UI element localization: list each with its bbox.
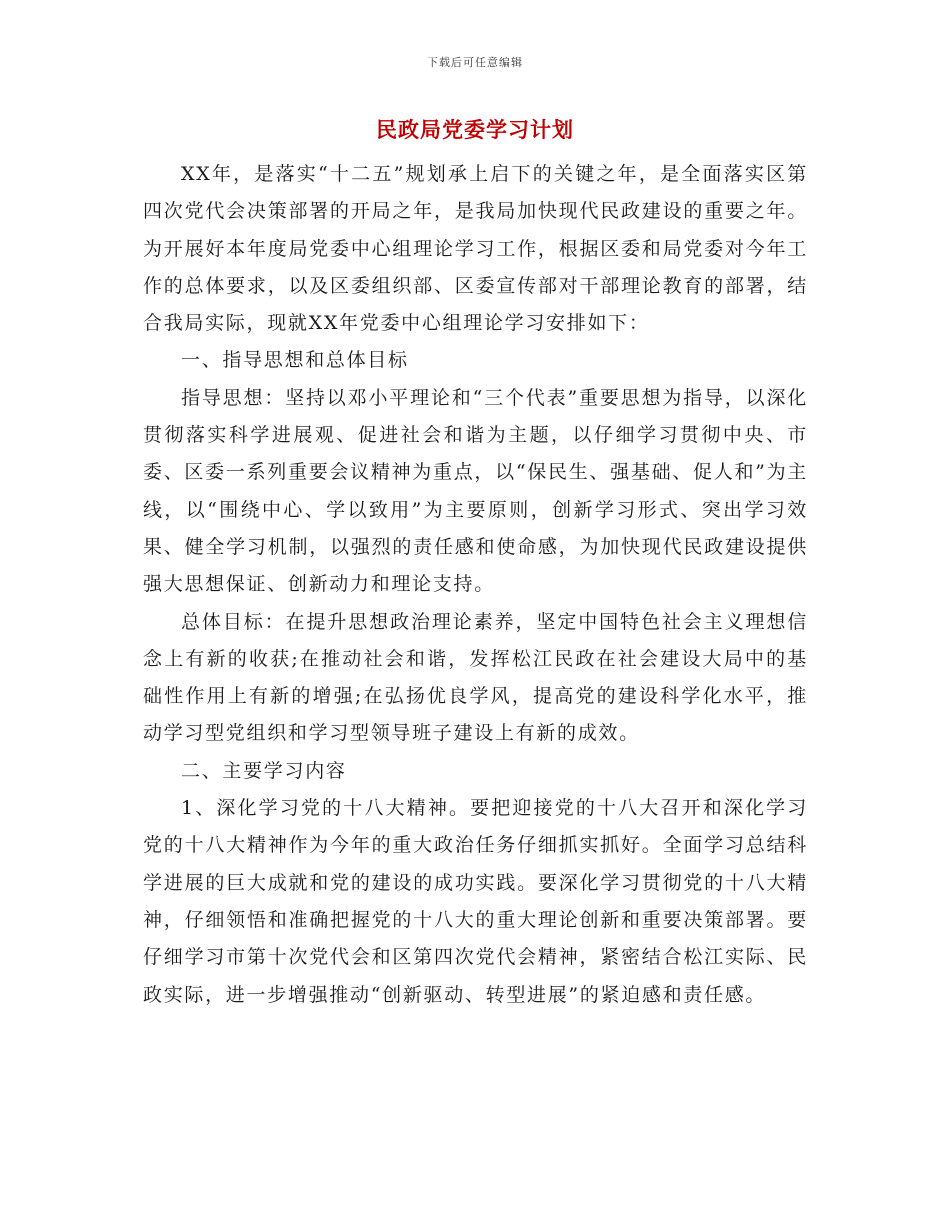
overall-goal-paragraph: 总体目标：在提升思想政治理论素养，坚定中国特色社会主义理想信念上有新的收获;在推动社会和谐，发挥松江民政在社会建设大局中的基础性作用上有新的增强;在弘扬优良学风，提高党的建设科学化水平，推动学习型党组织和学习型领导班子建设上有新的成效。 [143, 610, 808, 745]
section-heading-study-content: 二、主要学习内容 [181, 759, 347, 782]
section-heading-guiding-ideology: 一、指导思想和总体目标 [181, 349, 409, 372]
study-content-item-1: 1、深化学习党的十八大精神。要把迎接党的十八大召开和深化学习党的十八大精神作为今年的重大政治任务仔细抓实抓好。全面学习总结科学进展的巨大成就和党的建设的成功实践。要深化学习贯彻党的十八大精神，仔细领悟和准确把握党的十八大的重大理论创新和重要决策部署。要仔细学习市第十次党代会和区第四次党代会精神，紧密结合松江实际、民政实际，进一步增强推动“创新驱动、转型进展”的紧迫感和责任感。 [143, 797, 808, 1006]
header-note: 下载后可任意编辑 [427, 56, 523, 69]
document-title: 民政局党委学习计划 [376, 117, 574, 142]
document-body [143, 156, 808, 1014]
guiding-ideology-paragraph: 指导思想：坚持以邓小平理论和“三个代表”重要思想为指导，以深化贯彻落实科学进展观、促进社会和谐为主题，以仔细学习贯彻中央、市委、区委一系列重要会议精神为重点，以“保民生、强基础、促人和”为主线，以“围绕中心、学以致用”为主要原则，创新学习形式、突出学习效果、健全学习机制，以强烈的责任感和使命感，为加快现代民政建设提供强大思想保证、创新动力和理论支持。 [143, 386, 808, 596]
intro-paragraph: XX年，是落实“十二五”规划承上启下的关键之年，是全面落实区第四次党代会决策部署的开局之年，是我局加快现代民政建设的重要之年。为开展好本年度局党委中心组理论学习工作，根据区委和局党委对今年工作的总体要求，以及区委组织部、区委宣传部对干部理论教育的部署，结合我局实际，现就XX年党委中心组理论学习安排如下： [143, 163, 808, 335]
